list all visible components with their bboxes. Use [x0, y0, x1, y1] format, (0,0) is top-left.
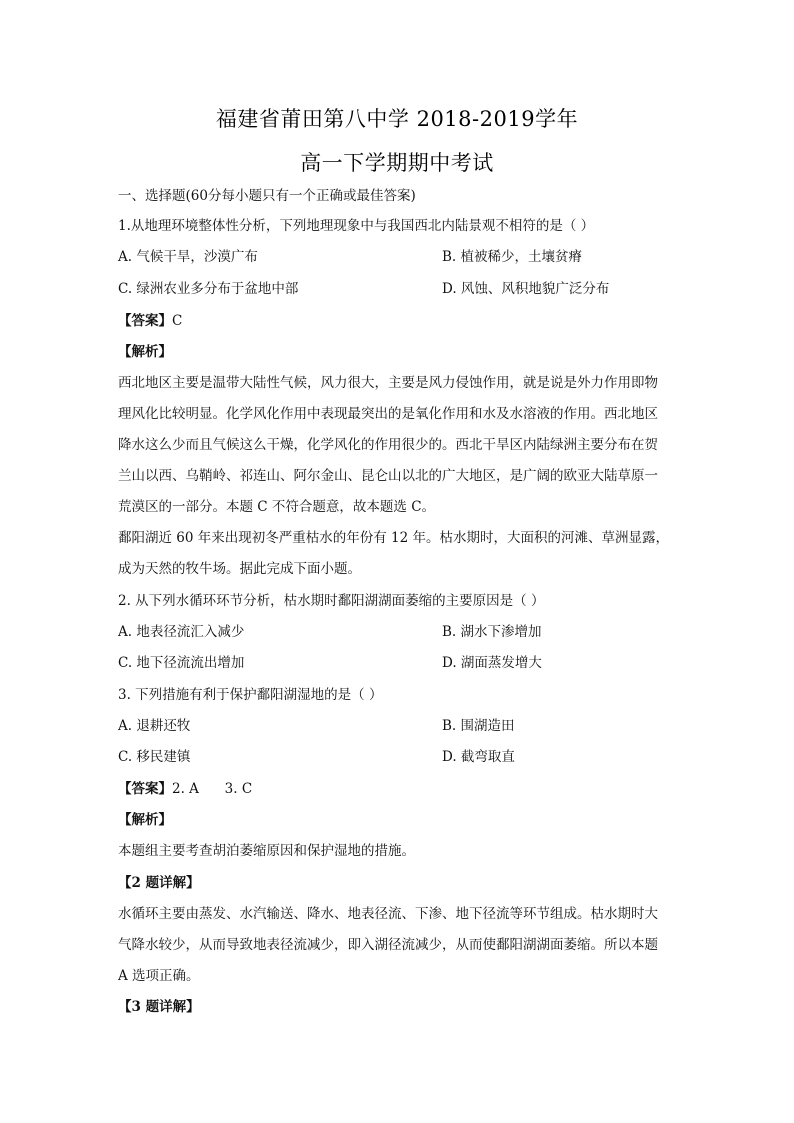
q1-analysis-line-1: 西北地区主要是温带大陆性气候，风力很大，主要是风力侵蚀作用，就是说是外力作用即物: [118, 375, 658, 391]
q1-analysis-line-4: 兰山以西、乌鞘岭、祁连山、阿尔金山、昆仑山以北的广大地区，是广阔的欧亚大陆草原一: [118, 468, 658, 484]
q1-option-a: A. 气候干旱，沙漠广布: [118, 249, 258, 265]
q3-option-c: C. 移民建镇: [118, 749, 191, 765]
q1-option-d: D. 风蚀、风积地貌广泛分布: [442, 281, 610, 297]
q2-detail-line-1: 水循环主要由蒸发、水汽输送、降水、地表径流、下渗、地下径流等环节组成。枯水期时大: [118, 906, 658, 922]
answer-value: 2. A 3. C: [172, 781, 253, 797]
q23-analysis-text: 本题组主要考查胡泊萎缩原因和保护湿地的措施。: [118, 843, 415, 859]
q3-option-b: B. 围湖造田: [442, 718, 515, 734]
q23-answer: [118, 779, 688, 799]
q1-option-b: B. 植被稀少，土壤贫瘠: [442, 249, 583, 265]
q1-analysis-line-5: 荒漠区的一部分。本题 C 不符合题意，故本题选 C。: [118, 499, 436, 515]
section-heading: 一、选择题(60分每小题只有一个正确或最佳答案): [118, 188, 416, 204]
q2-detail-label: 【2 题详解】: [118, 875, 200, 891]
answer-label: 【答案】: [118, 781, 172, 797]
q1-answer: [118, 311, 688, 331]
q3-option-a: A. 退耕还牧: [118, 718, 191, 734]
q2-option-c: C. 地下径流流出增加: [118, 655, 245, 671]
question-2-stem: 2. 从下列水循环环节分析，枯水期时鄱阳湖湖面萎缩的主要原因是（ ）: [118, 593, 545, 609]
title-line-1: 福建省莆田第八中学 2018-2019学年: [215, 107, 579, 131]
question-3-stem: 3. 下列措施有利于保护鄱阳湖湿地的是（ ）: [118, 687, 383, 703]
q2-detail-line-2: 气降水较少，从而导致地表径流减少，即入湖径流减少，从而使鄱阳湖湖面萎缩。所以本题: [118, 937, 658, 953]
q2-option-a: A. 地表径流汇入减少: [118, 624, 245, 640]
passage-line-1: 鄱阳湖近 60 年来出现初冬严重枯水的年份有 12 年。枯水期时，大面积的河滩、草洲显露，: [118, 530, 670, 546]
answer-value: C: [172, 313, 183, 329]
q2-option-b: B. 湖水下渗增加: [442, 624, 542, 640]
q2-option-d: D. 湖面蒸发增大: [442, 655, 542, 671]
q1-analysis-line-2: 理风化比较明显。化学风化作用中表现最突出的是氧化作用和水及水溶液的作用。西北地区: [118, 406, 658, 422]
passage-line-2: 成为天然的牧牛场。据此完成下面小题。: [118, 561, 361, 577]
title-line-2: 高一下学期期中考试: [300, 151, 494, 175]
q23-analysis-label: 【解析】: [118, 812, 172, 828]
q3-detail-label: 【3 题详解】: [118, 999, 200, 1015]
q1-analysis-line-3: 降水这么少而且气候这么干燥，化学风化的作用很少的。西北干旱区内陆绿洲主要分布在贺: [118, 437, 658, 453]
q1-option-c: C. 绿洲农业多分布于盆地中部: [118, 281, 299, 297]
question-1-stem: 1.从地理环境整体性分析，下列地理现象中与我国西北内陆景观不相符的是（ ）: [118, 218, 595, 234]
q1-analysis-label: 【解析】: [118, 344, 172, 360]
q2-detail-line-3: A 选项正确。: [118, 968, 200, 984]
answer-label: 【答案】: [118, 313, 172, 329]
q3-option-d: D. 截弯取直: [442, 749, 515, 765]
